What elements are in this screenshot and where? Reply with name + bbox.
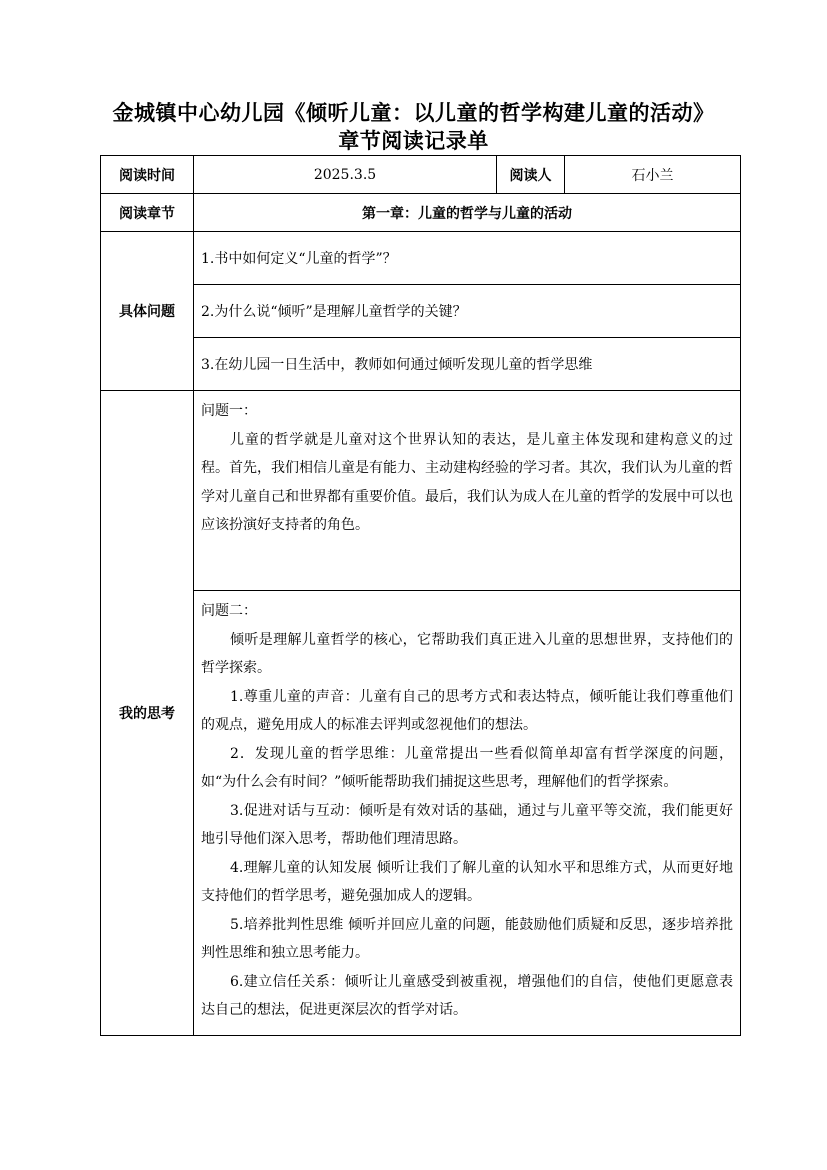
document-title: 金城镇中心幼儿园《倾听儿童：以儿童的哲学构建儿童的活动》 xyxy=(112,101,715,125)
question-row xyxy=(101,338,741,391)
answer-2-heading: 问题二： xyxy=(201,603,257,619)
answer-2-paragraph: 6.建立信任关系：倾听让儿童感受到被重视，增强他们的自信，使他们更愿意表达自己的想法，促进更深层次的哲学对话。 xyxy=(201,973,733,1018)
answer-2-paragraph: 1.尊重儿童的声音：儿童有自己的思考方式和表达特点，倾听能让我们尊重他们的观点，避免用成人的标准去评判或忽视他们的想法。 xyxy=(201,688,733,733)
document-subtitle: 章节阅读记录单 xyxy=(338,129,489,153)
reading-chapter-label: 阅读章节 xyxy=(101,194,194,232)
answer-row xyxy=(101,591,741,1036)
reading-record-table xyxy=(100,155,741,1036)
reading-chapter-value: 第一章：儿童的哲学与儿童的活动 xyxy=(194,194,741,232)
question-1: 1.书中如何定义“儿童的哲学”？ xyxy=(194,232,741,285)
answer-1-heading: 问题一： xyxy=(201,403,257,419)
question-row xyxy=(101,232,741,285)
answer-2-cell xyxy=(194,591,741,1036)
row-reading-time xyxy=(101,156,741,194)
answer-2-paragraph: 3.促进对话与互动：倾听是有效对话的基础，通过与儿童平等交流，我们能更好地引导他们深入思考，帮助他们理清思路。 xyxy=(201,802,733,847)
answer-2-paragraph: 倾听是理解儿童哲学的核心，它帮助我们真正进入儿童的思想世界，支持他们的哲学探索。 xyxy=(201,631,733,676)
answer-2-paragraph: 5.培养批判性思维 倾听并回应儿童的问题，能鼓励他们质疑和反思，逐步培养批判性思维和独立思考能力。 xyxy=(201,916,733,961)
reading-time-value: 2025.3.5 xyxy=(194,156,497,194)
question-2: 2.为什么说“倾听”是理解儿童哲学的关键？ xyxy=(194,285,741,338)
reader-label: 阅读人 xyxy=(497,156,565,194)
question-3: 3.在幼儿园一日生活中，教师如何通过倾听发现儿童的哲学思维 xyxy=(194,338,741,391)
answer-row xyxy=(101,391,741,591)
question-row xyxy=(101,285,741,338)
reader-value: 石小兰 xyxy=(565,156,741,194)
my-thoughts-label: 我的思考 xyxy=(101,391,194,1036)
answer-1-cell xyxy=(194,391,741,591)
row-reading-chapter xyxy=(101,194,741,232)
reading-time-label: 阅读时间 xyxy=(101,156,194,194)
answer-2-paragraph: 2．发现儿童的哲学思维：儿童常提出一些看似简单却富有哲学深度的问题，如“为什么会有时间？”倾听能帮助我们捕捉这些思考，理解他们的哲学探索。 xyxy=(201,745,733,790)
specific-questions-label: 具体问题 xyxy=(101,232,194,391)
answer-1-paragraph: 儿童的哲学就是儿童对这个世界认知的表达，是儿童主体发现和建构意义的过程。首先，我们相信儿童是有能力、主动建构经验的学习者。其次，我们认为儿童的哲学对儿童自己和世界都有重要价值。最后，我们认为成人在儿童的哲学的发展中可以也应该扮演好支持者的角色。 xyxy=(201,431,733,533)
answer-2-paragraph: 4.理解儿童的认知发展 倾听让我们了解儿童的认知水平和思维方式，从而更好地支持他们的哲学思考，避免强加成人的逻辑。 xyxy=(201,859,733,904)
